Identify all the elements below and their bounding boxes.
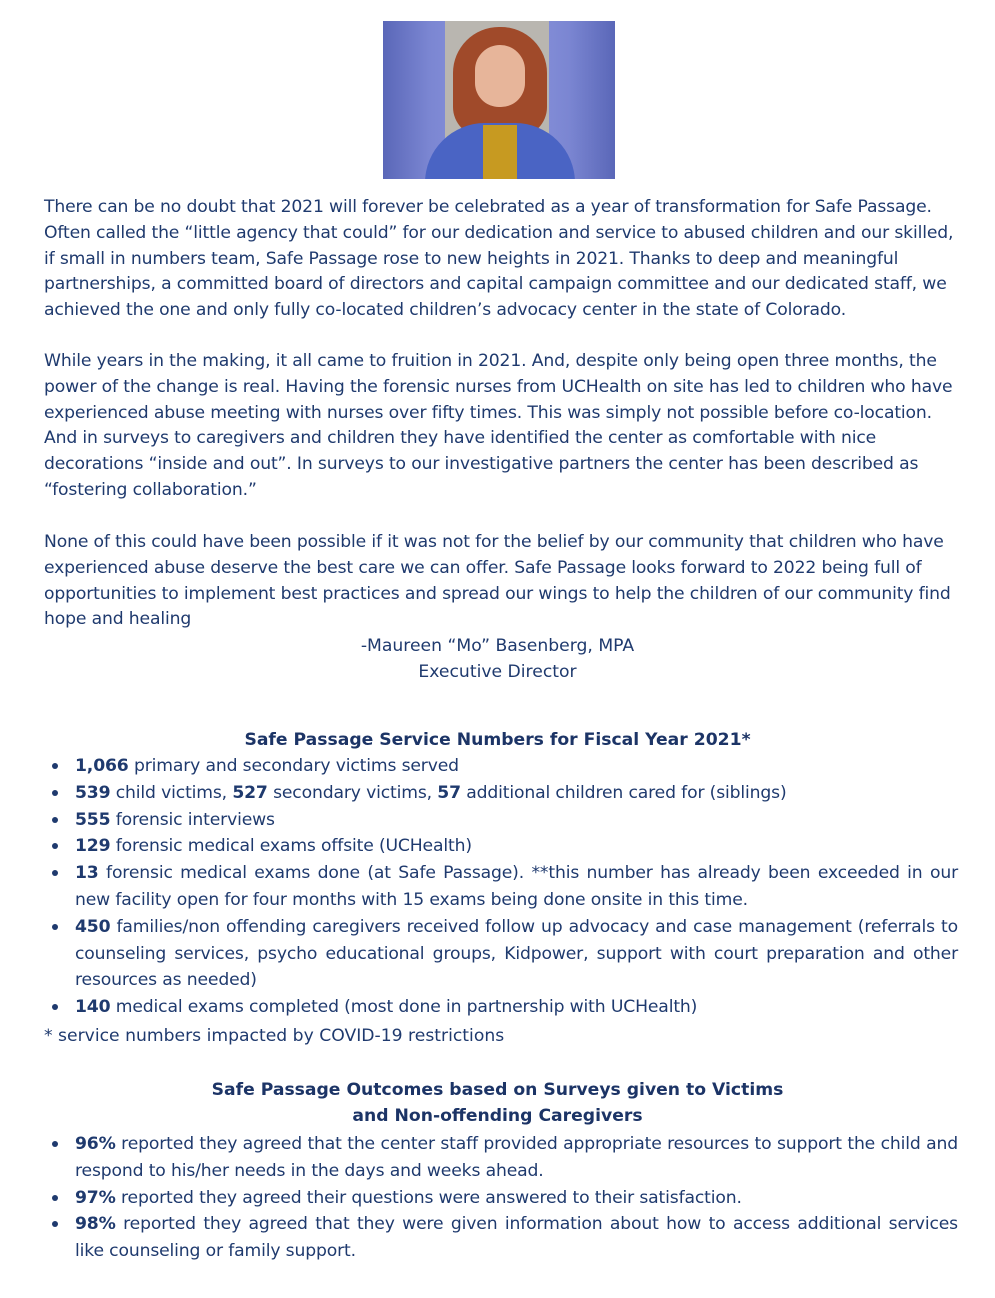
service-number-text: child victims, [110,782,233,803]
director-portrait-photo [383,21,615,179]
service-number-figure: 140 [75,997,111,1018]
service-numbers-list [44,753,958,1021]
bullet-icon [52,924,58,930]
outcome-figure: 97% [75,1187,116,1208]
outcome-text: reported they agreed that the center staff provided appropriate resources to support the child and respond to his/her needs in the days and weeks ahead. [75,1134,958,1181]
service-number-text: forensic medical exams done (at Safe Passage). **this number has already been exceeded in our new facility open for four months with 15 exams being done onsite in this time. [75,863,958,910]
intro-paragraph-3: None of this could have been possible if it was not for the belief by our community that children who have experienced abuse deserve the best care we can offer. Safe Passage looks forward to 2022 being full of opportunities to implement best practices and spread our wings to help the children of our community find hope and healing [44,532,951,630]
service-number-text: primary and secondary victims served [128,756,459,776]
service-number-figure: 13 [75,863,99,884]
outcome-item [44,1131,958,1185]
service-number-text: forensic medical exams offsite (UCHealth) [110,836,472,857]
service-number-item [44,833,958,860]
outcome-item [44,1211,958,1265]
outcomes-heading-line-2: and Non-offending Caregivers [352,1106,643,1126]
bullet-icon [52,1221,58,1227]
service-number-item [44,753,958,780]
bullet-icon [52,1195,58,1201]
service-number-figure: 539 [75,782,111,803]
service-number-item [44,780,958,807]
service-number-text: medical exams completed (most done in partnership with UCHealth) [110,997,698,1018]
service-number-item [44,914,958,994]
service-number-item [44,860,958,914]
signature-name: -Maureen “Mo” Basenberg, MPA [360,636,635,656]
bullet-icon [52,763,58,769]
service-number-figure: 57 [437,782,461,803]
service-number-text: families/non offending caregivers received follow up advocacy and case management (referrals to counseling services, psycho educational groups, Kidpower, support with court preparation and other resources as needed) [75,916,958,991]
service-number-figure: 1,066 [75,756,129,776]
bullet-icon [52,870,58,876]
service-number-figure: 450 [75,916,111,937]
service-number-figure: 527 [232,782,268,803]
outcome-figure: 98% [75,1214,116,1235]
photo-shirt [483,125,517,179]
service-numbers-heading: Safe Passage Service Numbers for Fiscal Year 2021* [244,730,751,750]
service-numbers-footnote: * service numbers impacted by COVID-19 restrictions [44,1026,505,1046]
bullet-icon [52,843,58,849]
outcomes-list [44,1131,958,1265]
outcome-figure: 96% [75,1134,116,1154]
service-number-figure: 129 [75,836,111,857]
outcome-item [44,1185,958,1212]
outcome-text: reported they agreed their questions were answered to their satisfaction. [115,1187,742,1208]
service-number-item [44,994,958,1021]
service-number-text: additional children cared for (siblings) [460,782,787,803]
bullet-icon [52,1004,58,1010]
bullet-icon [52,817,58,823]
intro-paragraph-2: While years in the making, it all came to fruition in 2021. And, despite only being open three months, the power of the change is real. Having the forensic nurses from UCHealth on site has led to children who have experienced abuse meeting with nurses over fifty times. This was simply not possible before co-location. And in surveys to caregivers and children they have identified the center as comfortable with nice decorations “inside and out”. In surveys to our investigative partners the center has been described as “fostering collaboration.” [44,351,953,500]
photo-face [475,45,525,107]
outcomes-heading-line-1: Safe Passage Outcomes based on Surveys given to Victims [211,1080,784,1100]
signature-title: Executive Director [418,662,577,682]
service-number-figure: 555 [75,809,111,830]
bullet-icon [52,1141,58,1147]
outcome-text: reported they agreed that they were given information about how to access additional services like counseling or family support. [75,1214,958,1262]
service-number-text: secondary victims, [267,782,438,803]
service-number-item [44,807,958,834]
intro-paragraph-1: There can be no doubt that 2021 will forever be celebrated as a year of transformation for Safe Passage. Often called the “little agency that could” for our dedication and service to abused children and our skilled, if small in numbers team, Safe Passage rose to new heights in 2021. Thanks to deep and meaningful partnerships, a committed board of directors and capital campaign committee and our dedicated staff, we achieved the one and only fully co-located children’s advocacy center in the state of Colorado. [44,197,954,321]
bullet-icon [52,790,58,796]
service-number-text: forensic interviews [110,809,275,830]
